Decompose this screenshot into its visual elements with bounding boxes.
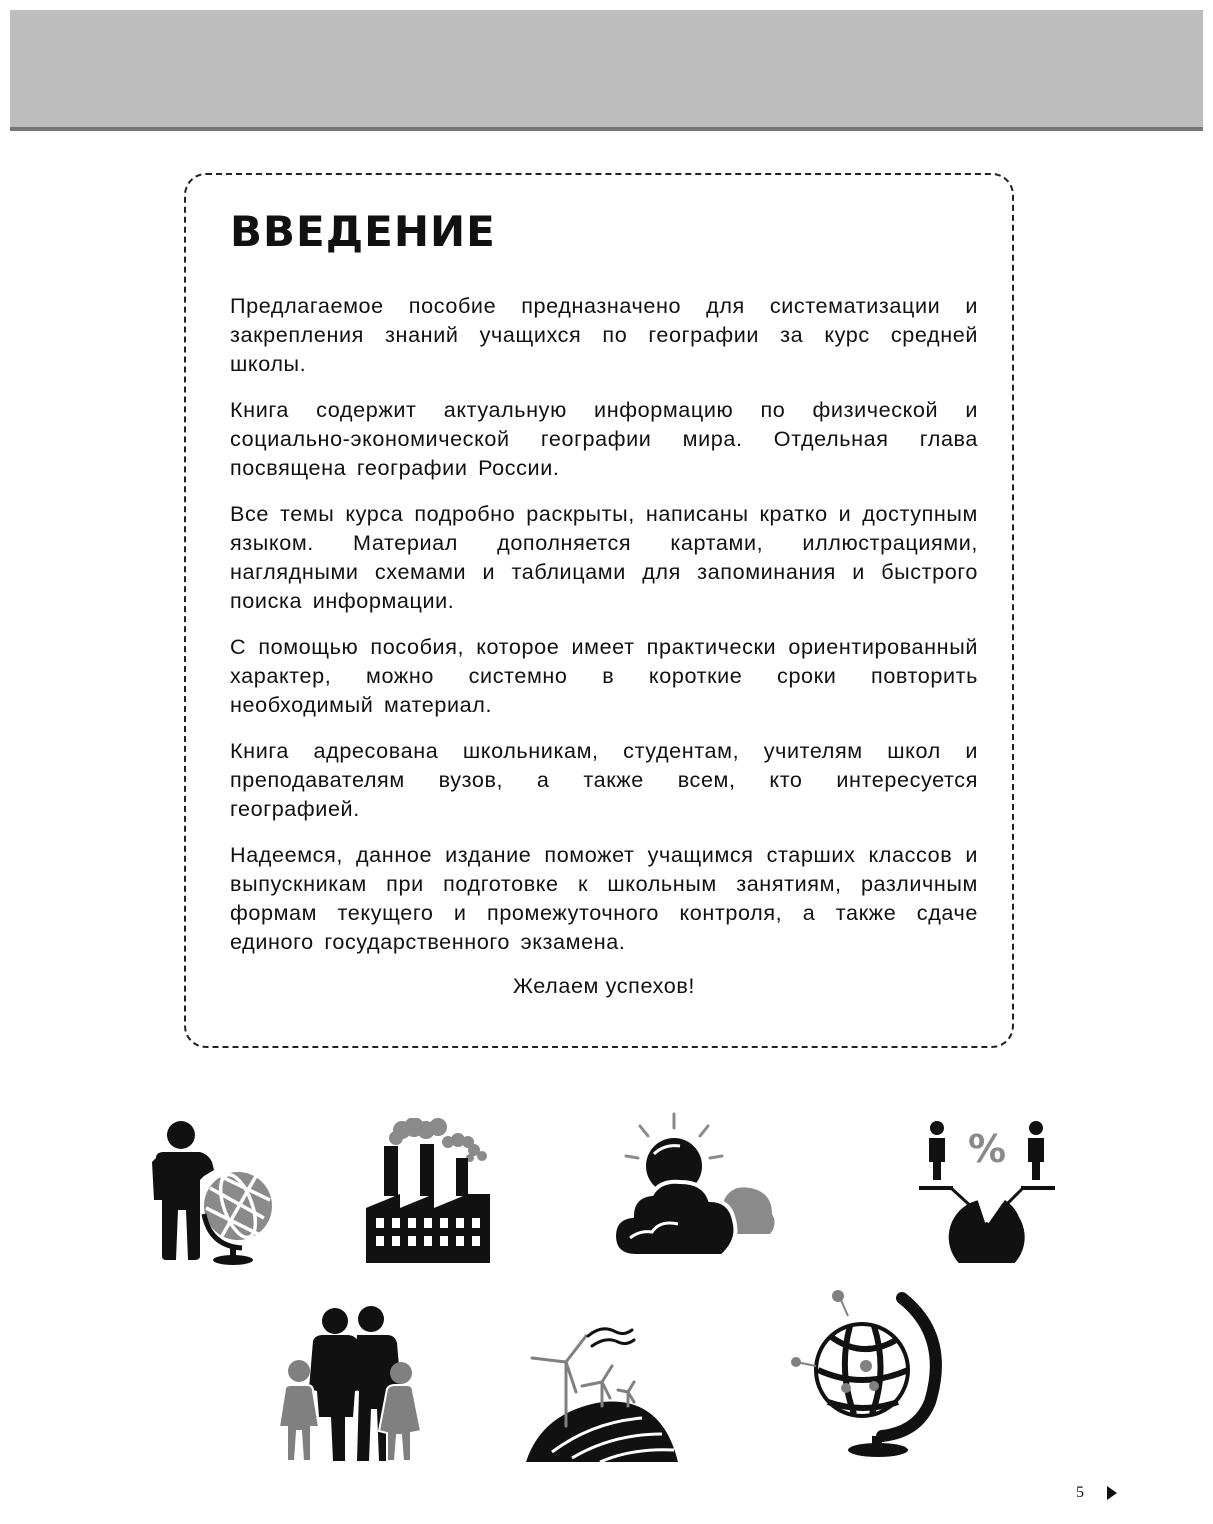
- paragraph: С помощью пособия, которое имеет практически ориентированный характер, можно системно в короткие сроки повторить необходимый материал.: [230, 634, 978, 717]
- sun-and-cloud-icon: [600, 1110, 780, 1260]
- percent-symbol: %: [967, 1127, 1007, 1171]
- introduction-text: [230, 291, 978, 1000]
- wind-turbines-icon: [522, 1322, 690, 1462]
- people-percent-pie-icon: [915, 1118, 1060, 1263]
- signoff: Желаем успехов!: [512, 973, 696, 998]
- person-with-globe-icon: [140, 1118, 280, 1266]
- triangle-right-icon: [1106, 1485, 1118, 1501]
- paragraph: Все темы курса подробно раскрыты, написаны кратко и доступным языком. Материал дополняется картами, иллюстрациями, наглядными схемами и таблицами для запоминания и быстрого поиска информации.: [230, 501, 978, 613]
- introduction-box: [184, 173, 1014, 1048]
- paragraph: Предлагаемое пособие предназначено для систематизации и закрепления знаний учащихся по географии за курс средней школы.: [230, 293, 978, 376]
- family-icon: [275, 1305, 425, 1463]
- paragraph: Книга содержит актуальную информацию по физической и социально-экономической географии мира. Отдельная глава посвящена географии России.: [230, 397, 978, 480]
- header-band: [10, 10, 1203, 131]
- paragraph: Надеемся, данное издание поможет учащимся старших классов и выпускникам при подготовке к школьным занятиям, различным формам текущего и промежуточного контроля, а также сдаче единого государственного экзамена.: [230, 842, 978, 954]
- page-number: 5: [1076, 1484, 1084, 1501]
- section-title: ВВЕДЕНИЕ: [230, 207, 496, 256]
- factory-icon: [362, 1118, 494, 1263]
- paragraph: Книга адресована школьникам, студентам, учителям школ и преподавателям вузов, а также всем, кто интересуется географией.: [230, 738, 978, 821]
- globe-with-pins-icon: [790, 1290, 950, 1460]
